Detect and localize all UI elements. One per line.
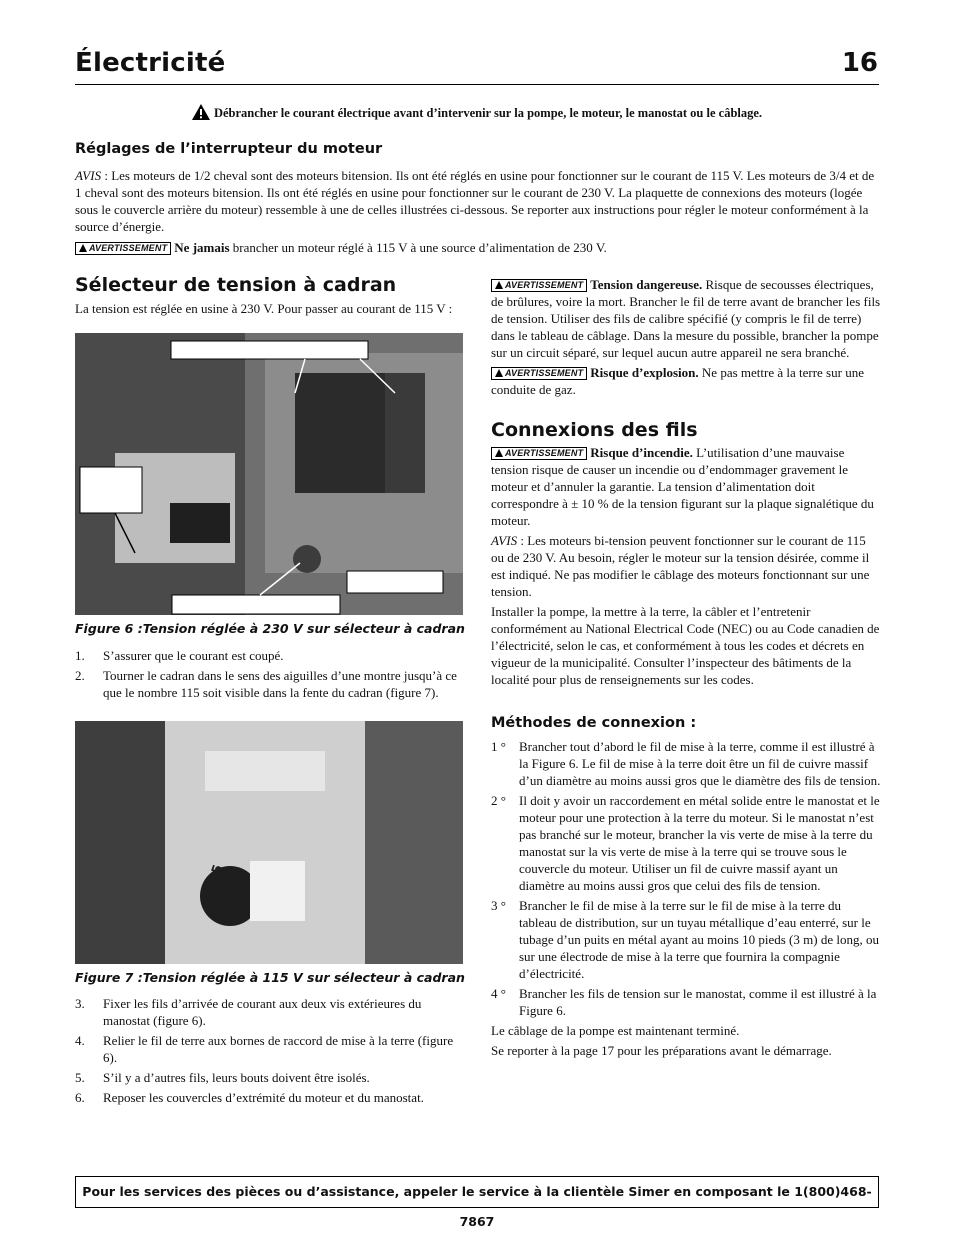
warning-badge: AVERTISSEMENT [491, 279, 587, 292]
warning-fire: AVERTISSEMENT Risque d’incendie. L’utilisation d’une mauvaise tension risque de causer un incendie ou d’endommager gravement le moteur et d’annuler la garantie. La tension d’alimentation doit correspondre à ± 10 % de la tension figurant sur la plaque signalétique du moteur. [491, 445, 874, 528]
motor-switch-section [75, 167, 881, 256]
footer-contact: Pour les services des pièces ou d’assistance, appeler le service à la clientèle Simer en composant le 1(800)468-7867 [75, 1176, 879, 1208]
figure-6-caption: Figure 6 :Tension réglée à 230 V sur sélecteur à cadran [75, 621, 465, 636]
dial-intro: La tension est réglée en usine à 230 V. Pour passer au courant de 115 V : [75, 301, 453, 316]
right-warnings [491, 276, 881, 398]
methods-done: Le câblage de la pompe est maintenant terminé. [491, 1023, 740, 1038]
methods-list [491, 738, 881, 1059]
connections-install: Installer la pompe, la mettre à la terre, la câbler et l’entretenir conformément au National Electrical Code (NEC) ou au Code canadien de l’électricité, selon le cas, et conformément à tous les codes et décrets en vigueur de la municipalité. Consulter l’inspecteur des bâtiments de la localité pour plus de renseignements sur les codes. [491, 604, 880, 687]
list-item: 1 ° Brancher tout d’abord le fil de mise à la terre, comme il est illustré à la Figure 6. Le fil de mise à la terre doit être un fil de cuivre massif d’un diamètre au moins aussi gros que le diamètre des fils de tension. [491, 739, 881, 788]
methods-heading: Méthodes de connexion : [491, 715, 697, 731]
figure-7-dial-label: 115 [202, 862, 227, 894]
danger-text: Débrancher le courant électrique avant d’intervenir sur la pompe, le moteur, le manostat ou le câblage. [213, 106, 763, 120]
page-number: 16 [841, 48, 878, 78]
methods-see: Se reporter à la page 17 pour les préparations avant le démarrage. [491, 1043, 832, 1058]
connections-section [491, 444, 881, 688]
list-item: 3. Fixer les fils d’arrivée de courant aux deux vis extérieures du manostat (figure 6). [75, 996, 422, 1028]
warning-icon [495, 281, 503, 289]
list-item: 3 ° Brancher le fil de mise à la terre sur le fil de mise à la terre du tableau de distribution, sur un tuyau métallique d’eau enterré, sur le tubage d’un puits en métal ayant au moins 10 pieds (3 m) de long, ou sur une électrode de mise à la terre que fournira la compagnie d’électricité. [491, 898, 879, 981]
warning-badge: AVERTISSEMENT [75, 242, 171, 255]
warning-voltage: AVERTISSEMENT Tension dangereuse. Risque de secousses électriques, de brûlures, voire la mort. Brancher le fil de terre avant de brancher les fils de tension. Utiliser des fils de calibre spécifié (y compris le fil de terre) dans le tableau de câblage. Dans la mesure du possible, brancher la pompe sur un circuit séparé, sur lequel aucun autre appareil ne sera branché. [491, 277, 881, 360]
warning-triangle-icon [192, 104, 210, 120]
figure-6-label-box [347, 571, 443, 593]
page-title: Électricité [75, 48, 226, 78]
avis-label: AVIS [75, 168, 102, 183]
list-item: 6. Reposer les couvercles d’extrémité du moteur et du manostat. [75, 1090, 424, 1105]
figure-7-caption: Figure 7 :Tension réglée à 115 V sur sélecteur à cadran [75, 970, 465, 985]
warning-explosion: AVERTISSEMENT Risque d’explosion. Ne pas mettre à la terre sur une conduite de gaz. [491, 365, 864, 397]
connections-heading: Connexions des fils [491, 419, 698, 441]
motor-switch-avis: AVIS : Les moteurs de 1/2 cheval sont des moteurs bitension. Ils ont été réglés en usine pour fonctionner sur le courant de 115 V. Les moteurs de 3/4 et de 1 cheval sont des moteurs bitension. Ils ont été réglés en usine pour fonctionner sur le courant de 230 V. La plaquette de connexions des moteurs (logée sous le couvercle arrière du moteur) ressemble à une de celles illustrées ci-dessous. Se reporter aux instructions pour régler le moteur conformément à la source d’énergie. [75, 168, 875, 234]
header-rule [75, 84, 879, 85]
list-item: 2 ° Il doit y avoir un raccordement en métal solide entre le manostat et le moteur pour une protection à la terre du moteur. Si le manostat n’est pas branché sur le moteur, brancher la vis verte de mise à la terre du manostat sur la vis verte de mise à la terre qui se trouve sous le couvercle du moteur. Utiliser un fil de cuivre massif ayant un diamètre au moins aussi gros que celui des fils de tension. [491, 793, 880, 893]
warning-badge: AVERTISSEMENT [491, 447, 587, 460]
warning-icon [79, 244, 87, 252]
list-item: 5. S’il y a d’autres fils, leurs bouts doivent être isolés. [75, 1070, 370, 1085]
danger-notice [75, 104, 879, 121]
steps-list-a [75, 647, 460, 704]
figure-6-photo [75, 333, 463, 615]
figure-7-photo [75, 721, 463, 964]
steps-list-b [75, 995, 460, 1109]
figure-6-label-box [172, 595, 340, 614]
warning-icon [495, 449, 503, 457]
figure-6-label-box [171, 341, 368, 359]
list-item: 2. Tourner le cadran dans le sens des aiguilles d’une montre jusqu’à ce que le nombre 115 soit visible dans la fente du cadran (figure 7). [75, 668, 457, 700]
motor-switch-heading: Réglages de l’interrupteur du moteur [75, 141, 383, 157]
dial-heading: Sélecteur de tension à cadran [75, 274, 397, 296]
list-item: 4 ° Brancher les fils de tension sur le manostat, comme il est illustré à la Figure 6. [491, 986, 877, 1018]
list-item: 1. S’assurer que le courant est coupé. [75, 648, 284, 663]
warning-badge: AVERTISSEMENT [491, 367, 587, 380]
motor-switch-warning: AVERTISSEMENT Ne jamais brancher un moteur réglé à 115 V à une source d’alimentation de 230 V. [75, 239, 881, 256]
warning-icon [495, 369, 503, 377]
avis-label: AVIS [491, 533, 518, 548]
figure-6-label-box [80, 467, 142, 513]
list-item: 4. Relier le fil de terre aux bornes de raccord de mise à la terre (figure 6). [75, 1033, 454, 1065]
connections-avis: AVIS : Les moteurs bi-tension peuvent fonctionner sur le courant de 115 ou de 230 V. Au besoin, régler le moteur sur la tension désirée, comme il est indiqué. Ne pas modifier le câblage des moteurs fonctionnant sur une tension. [491, 533, 870, 599]
